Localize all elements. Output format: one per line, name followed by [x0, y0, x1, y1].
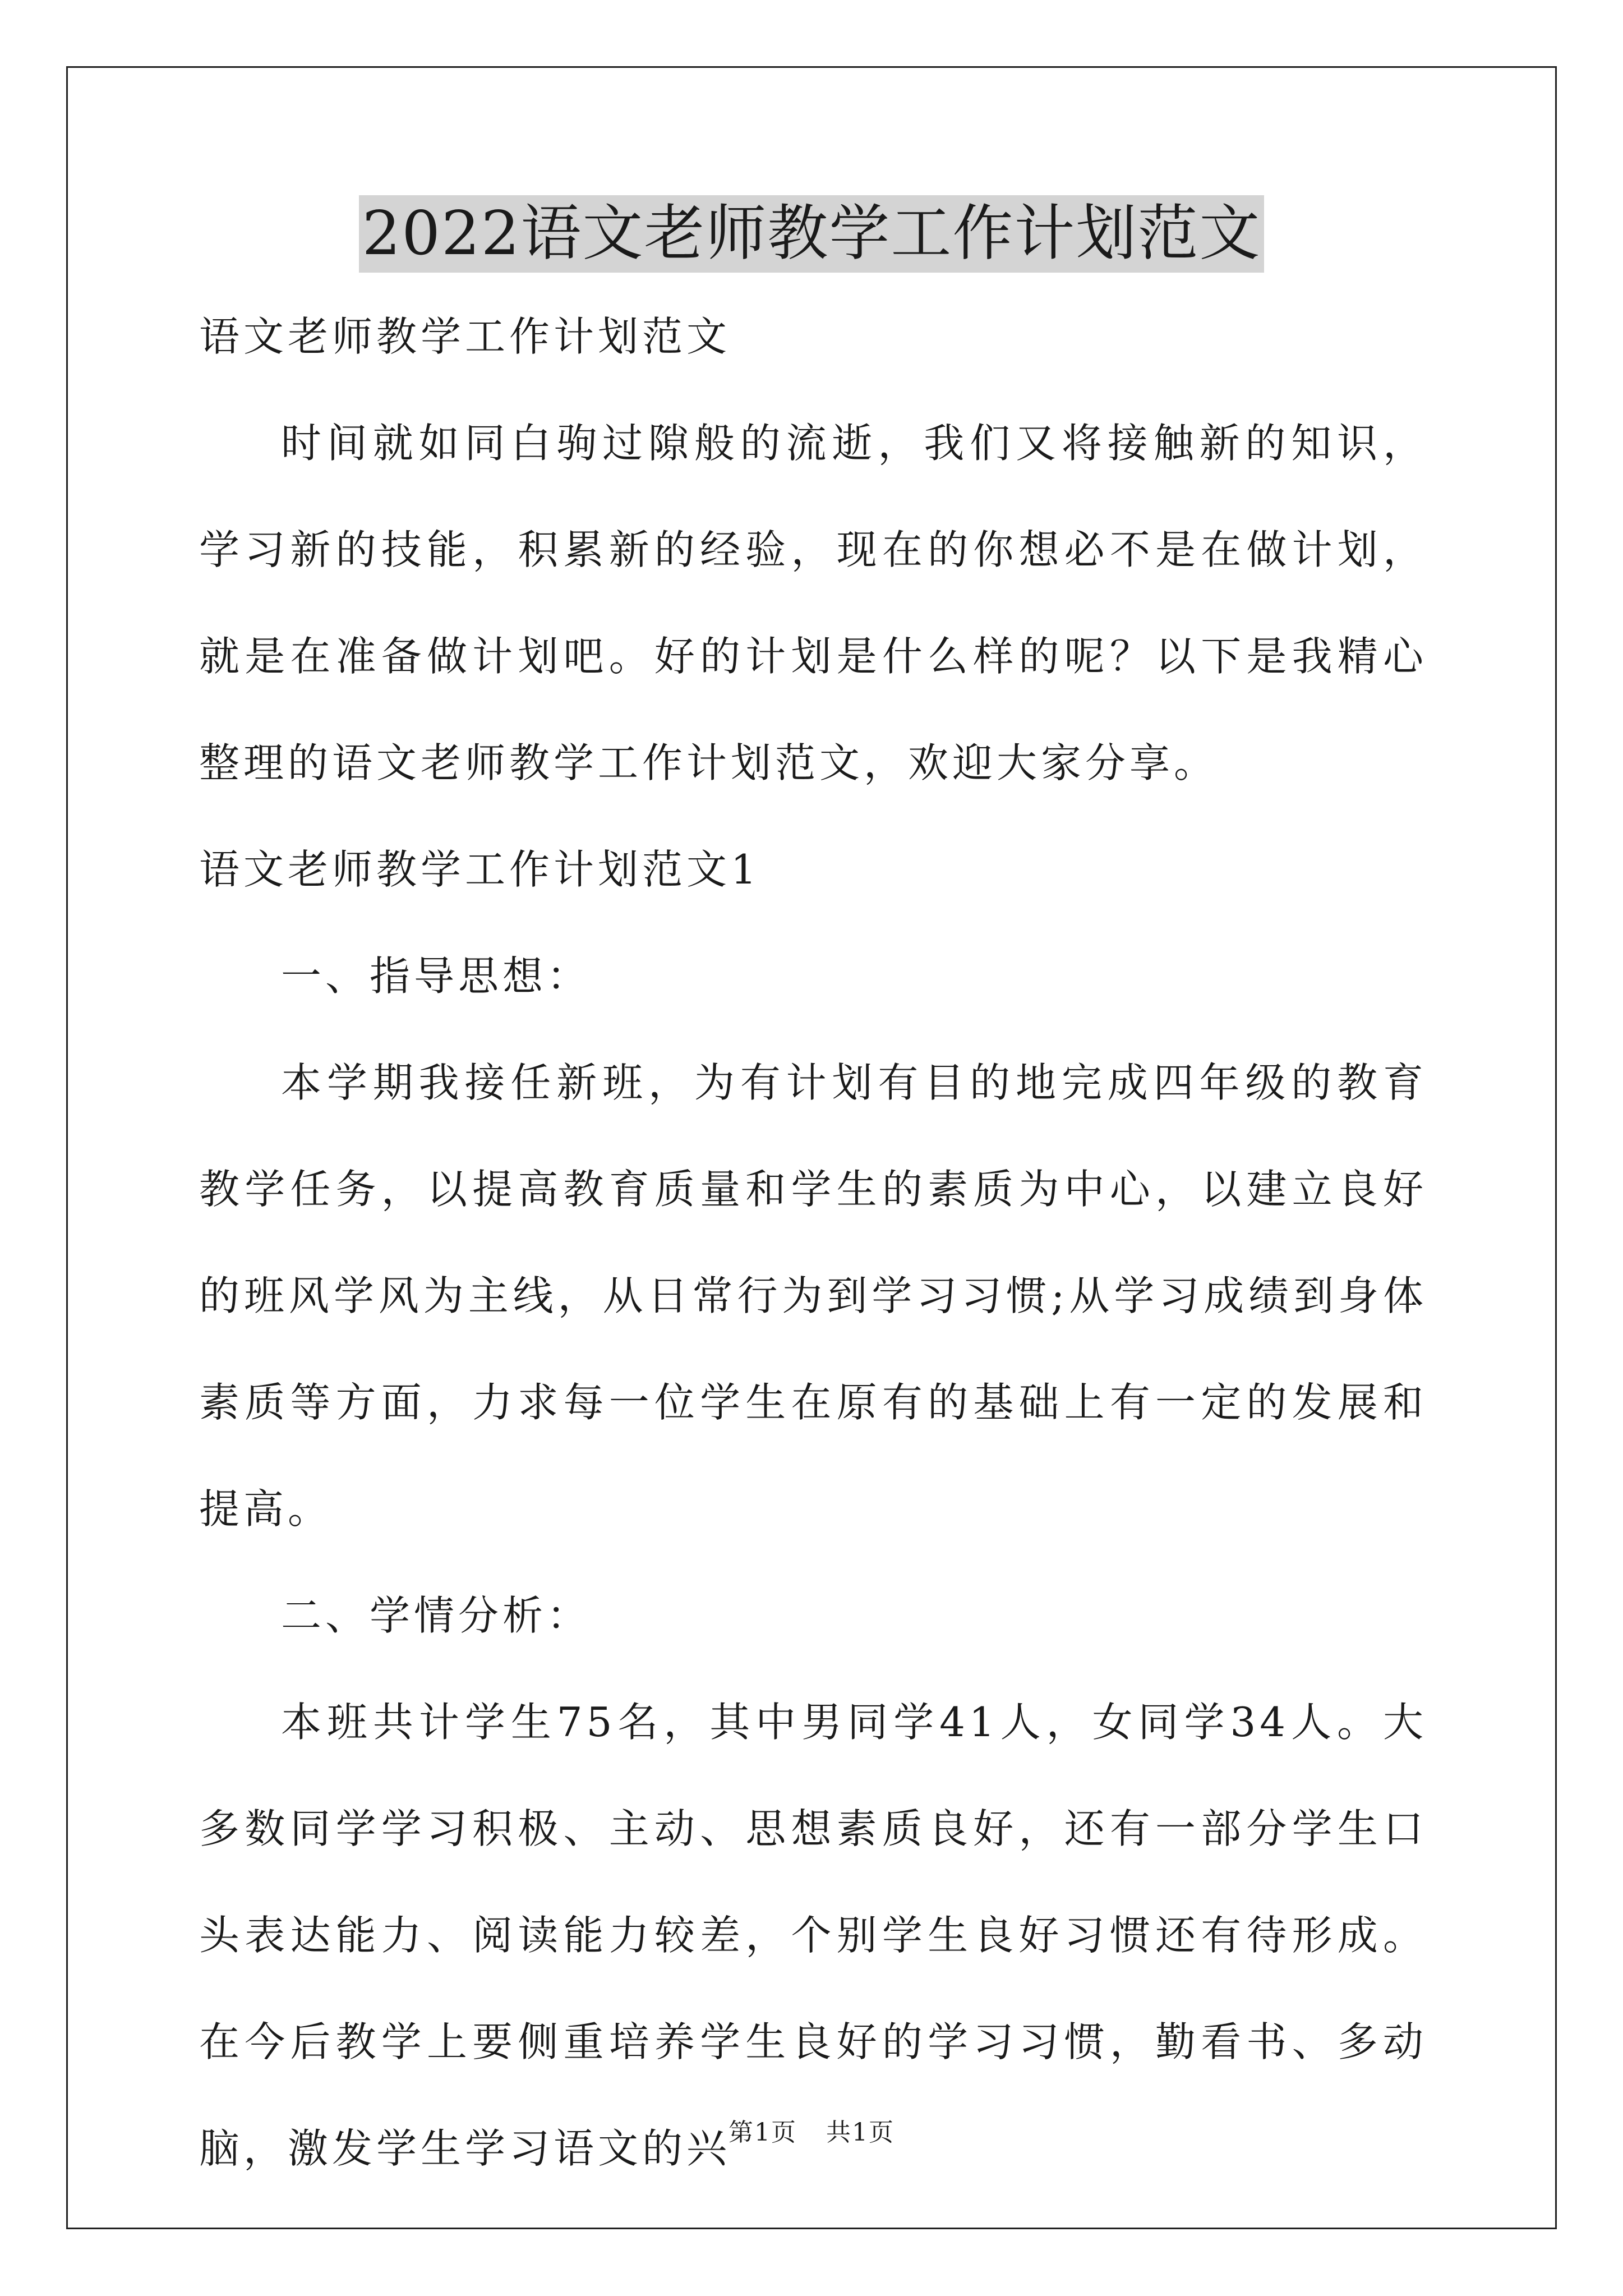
- document-body: [199, 283, 1427, 2202]
- paragraph: 语文老师教学工作计划范文: [199, 313, 731, 360]
- section-heading: 一、指导思想：: [281, 953, 592, 1000]
- page-footer: [0, 2112, 1623, 2148]
- page-total: 共1页: [826, 2118, 895, 2147]
- paragraph: 时间就如同白驹过隙般的流逝，我们又将接触新的知识，学习新的技能，积累新的经验，现在的你想必不是在做计划，就是在准备做计划吧。好的计划是什么样的呢？以下是我精心整理的语文老师教学工作计划范文，欢迎大家分享。: [199, 420, 1427, 786]
- title-container: [0, 195, 1623, 273]
- paragraph: 本班共计学生75名，其中男同学41人，女同学34人。大多数同学学习积极、主动、思想素质良好，还有一部分学生口头表达能力、阅读能力较差，个别学生良好习惯还有待形成。在今后教学上要侧重培养学生良好的学习习惯，勤看书、多动脑，激发学生学习语文的兴: [199, 1699, 1427, 2172]
- paragraph: 本学期我接任新班，为有计划有目的地完成四年级的教育教学任务，以提高教育质量和学生的素质为中心，以建立良好的班风学风为主线，从日常行为到学习习惯;从学习成绩到身体素质等方面，力求每一位学生在原有的基础上有一定的发展和提高。: [199, 1059, 1427, 1533]
- page-number: 第1页: [728, 2118, 797, 2147]
- section-heading: 语文老师教学工作计划范文1: [199, 846, 760, 893]
- document-title: 2022语文老师教学工作计划范文: [359, 195, 1265, 273]
- section-heading: 二、学情分析：: [281, 1592, 592, 1639]
